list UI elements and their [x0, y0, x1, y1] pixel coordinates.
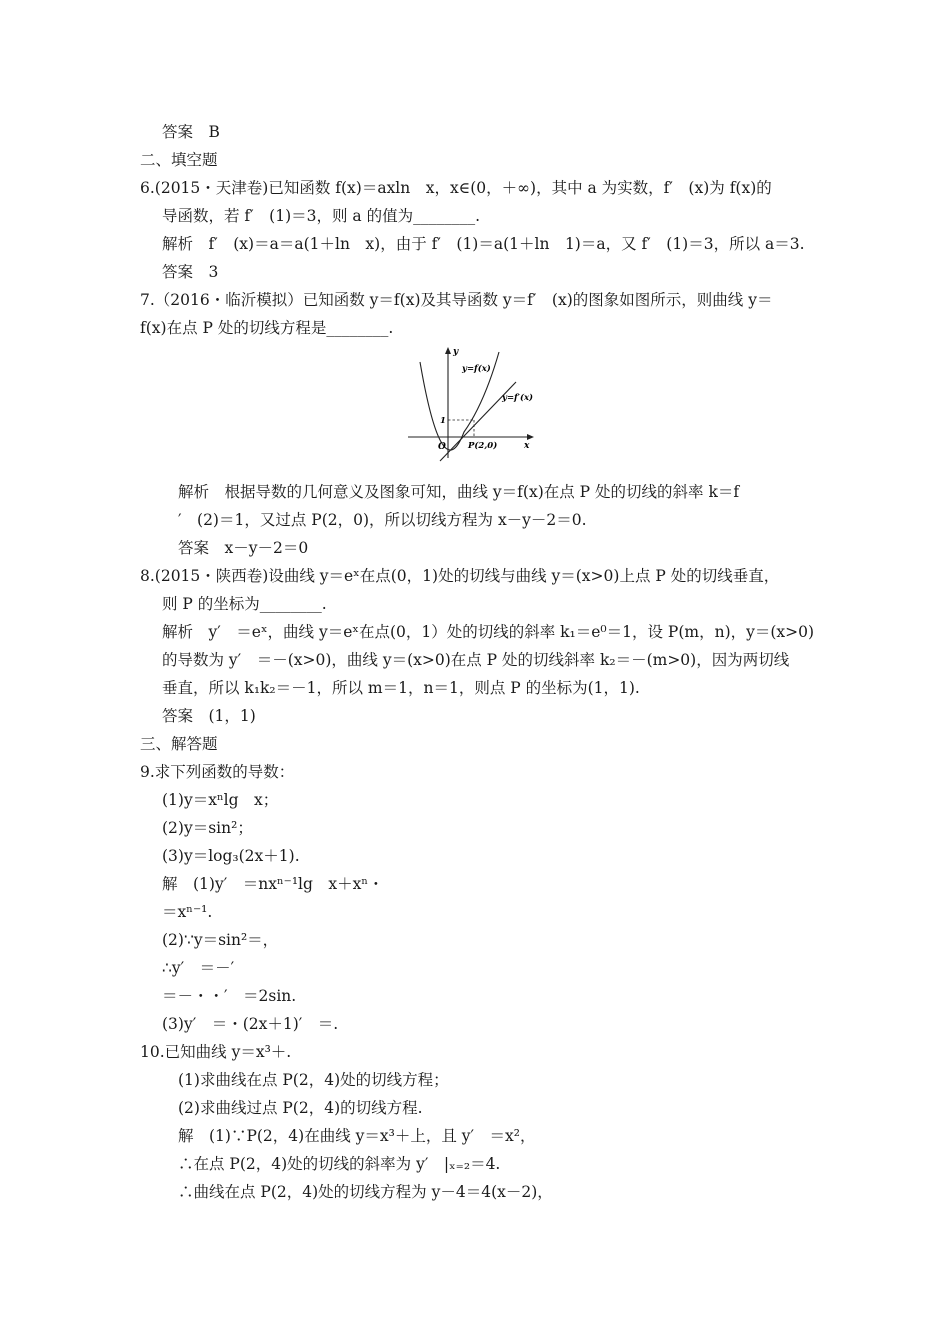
- q8-line2: 则 P 的坐标为________.: [162, 595, 327, 613]
- q9-solution-2a: (2)∵y＝sin²＝，: [162, 931, 279, 949]
- q6-line2: 导函数，若 f′ (1)＝3，则 a 的值为________.: [162, 207, 481, 225]
- section-solve: 三、解答题: [140, 735, 218, 753]
- q9-solution-3: (3)y′ ＝・(2x＋1)′ ＝.: [162, 1015, 339, 1033]
- q10-stem: 10.已知曲线 y＝x³＋.: [140, 1043, 292, 1061]
- q9-stem: 9.求下列函数的导数：: [140, 763, 295, 781]
- q9-solution-2b: ∴y′ ＝－′: [162, 959, 235, 977]
- y-axis-label: y: [453, 347, 459, 357]
- q9-part1: (1)y＝xⁿlg x；: [162, 791, 279, 809]
- function-graph-figure: [404, 342, 540, 462]
- section-fill-in: 二、填空题: [140, 151, 218, 169]
- answer-5: 答案 B: [162, 123, 220, 141]
- q6-answer: 答案 3: [162, 263, 219, 281]
- origin-label: O: [438, 442, 446, 452]
- q10-solution-1b: ∴在点 P(2，4)处的切线的斜率为 y′ |ₓ₌₂＝4.: [178, 1155, 501, 1173]
- q9-solution-1a: 解 (1)y′ ＝nxⁿ⁻¹lg x＋xⁿ・: [162, 875, 384, 893]
- q10-part2: (2)求曲线过点 P(2，4)的切线方程.: [178, 1099, 423, 1117]
- q6-analysis: 解析 f′ (x)＝a＝a(1＋ln x)，由于 f′ (1)＝a(1＋ln 1)＝a，又 f′ (1)＝3，所以 a＝3.: [162, 235, 805, 253]
- q8-analysis-line3: 垂直，所以 k₁k₂＝－1，所以 m＝1，n＝1，则点 P 的坐标为(1，1).: [162, 679, 640, 697]
- y-axis-arrow: [445, 347, 451, 354]
- q8-analysis-line1: 解析 y′ ＝eˣ，曲线 y＝eˣ在点(0，1）处的切线的斜率 k₁＝e⁰＝1，设 P(m，n)，y＝(x>0): [162, 623, 815, 641]
- q9-part3: (3)y＝log₃(2x＋1).: [162, 847, 300, 865]
- tick-1-label: 1: [440, 416, 446, 426]
- q10-part1: (1)求曲线在点 P(2，4)处的切线方程；: [178, 1071, 449, 1089]
- x-axis-arrow: [527, 434, 534, 440]
- q10-solution-1c: ∴曲线在点 P(2，4)处的切线方程为 y－4＝4(x－2)，: [178, 1183, 553, 1201]
- q8-analysis-line2: 的导数为 y′ ＝－(x>0)，曲线 y＝(x>0)在点 P 处的切线斜率 k₂＝－(m>0)，因为两切线: [162, 651, 790, 669]
- q7-analysis-line2: ′ (2)＝1，又过点 P(2，0)，所以切线方程为 x－y－2＝0.: [178, 511, 587, 529]
- q7-analysis-line1: 解析 根据导数的几何意义及图象可知，曲线 y＝f(x)在点 P 处的切线的斜率 k＝f: [178, 483, 740, 501]
- q9-solution-1b: ＝xⁿ⁻¹.: [162, 903, 213, 921]
- q7-answer: 答案 x－y－2＝0: [178, 539, 309, 557]
- q6-line1: 6.(2015・天津卷)已知函数 f(x)＝axln x，x∈(0，＋∞)，其中 a 为实数，f′ (x)为 f(x)的: [140, 179, 772, 197]
- curve-f-label: y=f(x): [462, 364, 491, 374]
- q9-part2: (2)y＝sin²；: [162, 819, 253, 837]
- x-axis-label: x: [524, 441, 530, 451]
- curve-f-prime-label: y=f′(x): [502, 393, 534, 403]
- q9-solution-2c: ＝－・・′ ＝2sin.: [162, 987, 297, 1005]
- q7-line1: 7.（2016・临沂模拟）已知函数 y＝f(x)及其导函数 y＝f′ (x)的图象如图所示，则曲线 y＝: [140, 291, 773, 309]
- point-p-label: P(2,0): [468, 441, 498, 451]
- q10-solution-1a: 解 (1)∵P(2，4)在曲线 y＝x³＋上，且 y′ ＝x²，: [178, 1127, 536, 1145]
- q8-answer: 答案 (1，1): [162, 707, 256, 725]
- q8-line1: 8.(2015・陕西卷)设曲线 y＝eˣ在点(0，1)处的切线与曲线 y＝(x>0)上点 P 处的切线垂直，: [140, 567, 780, 585]
- q7-line2: f(x)在点 P 处的切线方程是________.: [140, 319, 394, 337]
